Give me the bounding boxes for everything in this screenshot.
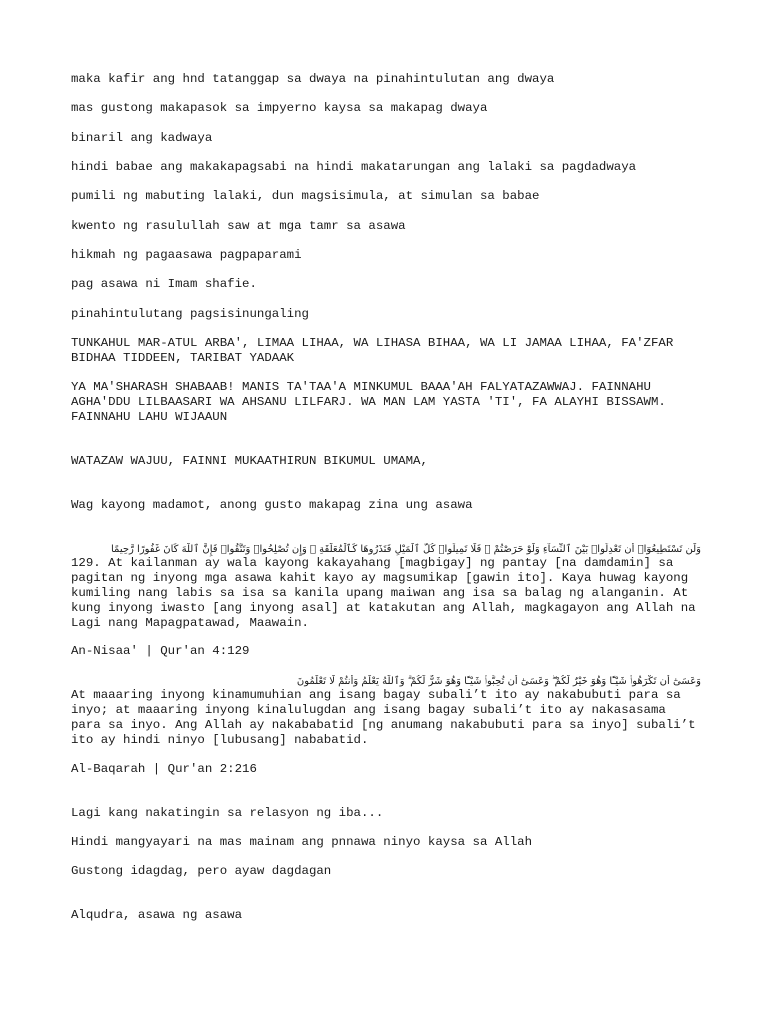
text-line: hikmah ng pagaasawa pagpaparami — [71, 248, 302, 262]
verse-arabic-text: وَلَن تَسْتَطِيعُوٓا۟ أَن تَعْدِلُوا۟ بَيْنَ ٱلنِّسَآءِ وَلَوْ حَرَصْتُمْ ۖ فَلَا تَمِيلُوا۟ كُلَّ ٱلْمَيْلِ فَتَذَرُوهَا كَٱلْمُعَلَّقَةِ ۚ وَإِن تُصْلِحُوا۟ وَتَتَّقُوا۟ فَإِنَّ ٱللَّهَ كَانَ غَفُورًا رَّحِيمًا — [111, 544, 701, 555]
verse-translation: At maaaring inyong kinamumuhian ang isang bagay subali’t ito ay nakabubuti para sa inyo; at maaaring inyong kinalulugdan ang isang bagay subali’t ito ay nakasasama para sa inyo. Ang Allah ay nakababatid [ng anumang nakabubuti para sa inyo] subali’t ito ay hindi ninyo [lubusang] nababatid. — [71, 688, 704, 747]
verse-arabic-text: وَعَسَىٰٓ أَن تَكْرَهُوا۟ شَيْـًٔا وَهُوَ خَيْرٌ لَّكُمْ ۖ وَعَسَىٰٓ أَن تُحِبُّوا۟ شَيْـًٔا وَهُوَ شَرٌّ لَّكُمْ ۗ وَٱللَّهُ يَعْلَمُ وَأَنتُمْ لَا تَعْلَمُونَ — [296, 676, 701, 687]
text-line: binaril ang kadwaya — [71, 131, 213, 145]
text-line: Wag kayong madamot, anong gusto makapag zina ung asawa — [71, 498, 473, 512]
verse-translation: 129. At kailanman ay wala kayong kakayahang [magbigay] ng pantay [na damdamin] sa pagitan ng inyong mga asawa kahit kayo ay magsumikap [gawin ito]. Kaya huwag kayong kumiling nang labis sa isa sa kanila upang maiwan ang isa sa balag ng alanganin. At kung inyong iwasto [ang inyong asal] at katakutan ang Allah, magkagayon ang Allah na Lagi nang Mapagpatawad, Maawain. — [71, 556, 704, 630]
transliteration-line: WATAZAW WAJUU, FAINNI MUKAATHIRUN BIKUMUL UMAMA, — [71, 454, 428, 468]
text-line: Alqudra, asawa ng asawa — [71, 908, 243, 922]
text-line: Lagi kang nakatingin sa relasyon ng iba... — [71, 806, 384, 820]
text-line: pag asawa ni Imam shafie. — [71, 277, 257, 291]
text-line: Hindi mangyayari na mas mainam ang pnnawa ninyo kaysa sa Allah — [71, 835, 533, 849]
verse-reference: An-Nisaa' | Qur'an 4:129 — [71, 644, 250, 658]
document-page — [71, 0, 704, 1024]
text-line: pinahintulutang pagsisinungaling — [71, 307, 309, 321]
text-line: hindi babae ang makakapagsabi na hindi makatarungan ang lalaki sa pagdadwaya — [71, 160, 637, 174]
transliteration-paragraph: YA MA'SHARASH SHABAAB! MANIS TA'TAA'A MINKUMUL BAAA'AH FALYATAZAWWAJ. FAINNAHU AGHA'DDU LILBAASARI WA AHSANU LILFARJ. WA MAN LAM YASTA 'TI', FA ALAYHI BISSAWM. FAINNAHU LAHU WIJAAUN — [71, 380, 674, 424]
verse-reference: Al-Baqarah | Qur'an 2:216 — [71, 762, 257, 776]
text-line: Gustong idagdag, pero ayaw dagdagan — [71, 864, 332, 878]
transliteration-paragraph: TUNKAHUL MAR-ATUL ARBA', LIMAA LIHAA, WA LIHASA BIHAA, WA LI JAMAA LIHAA, FA'ZFAR BIDHAA TIDDEEN, TARIBAT YADAAK — [71, 336, 681, 365]
text-line: pumili ng mabuting lalaki, dun magsisimula, at simulan sa babae — [71, 189, 540, 203]
text-line: maka kafir ang hnd tatanggap sa dwaya na pinahintulutan ang dwaya — [71, 72, 555, 86]
text-line: kwento ng rasulullah saw at mga tamr sa asawa — [71, 219, 406, 233]
text-line: mas gustong makapasok sa impyerno kaysa sa makapag dwaya — [71, 101, 488, 115]
